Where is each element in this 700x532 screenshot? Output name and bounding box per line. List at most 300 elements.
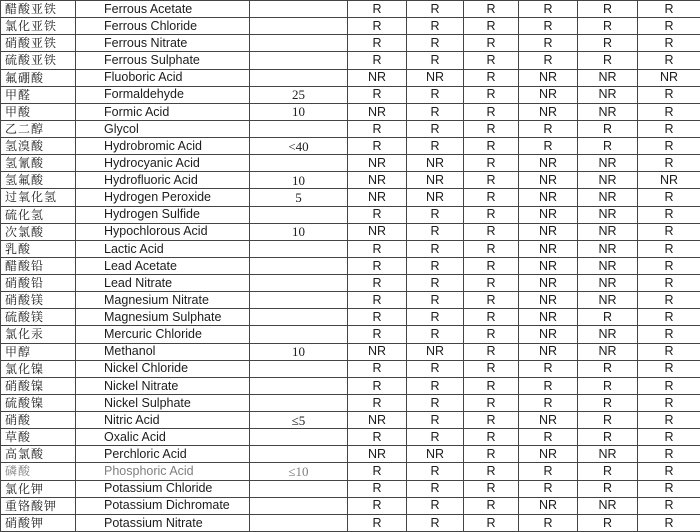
rating-cell-4: R bbox=[519, 377, 578, 394]
chemical-name-en: Magnesium Sulphate bbox=[76, 309, 250, 326]
rating-cell-2: R bbox=[407, 309, 464, 326]
chemical-name-en: Lead Acetate bbox=[76, 257, 250, 274]
rating-cell-2: R bbox=[407, 429, 464, 446]
rating-cell-6: R bbox=[638, 292, 700, 309]
table-row bbox=[1, 412, 700, 429]
chemical-name-cn: 硫化氢 bbox=[1, 206, 76, 223]
table-row bbox=[1, 172, 700, 189]
table-row bbox=[1, 120, 700, 137]
concentration-value bbox=[250, 514, 348, 531]
concentration-value bbox=[250, 52, 348, 69]
chemical-name-cn: 氢氰酸 bbox=[1, 155, 76, 172]
rating-cell-2: NR bbox=[407, 446, 464, 463]
rating-cell-4: R bbox=[519, 463, 578, 480]
rating-cell-5: NR bbox=[578, 326, 638, 343]
chemical-name-cn: 硝酸 bbox=[1, 412, 76, 429]
rating-cell-6: R bbox=[638, 377, 700, 394]
table-row bbox=[1, 1, 700, 18]
rating-cell-4: NR bbox=[519, 103, 578, 120]
concentration-value bbox=[250, 275, 348, 292]
rating-cell-4: NR bbox=[519, 446, 578, 463]
rating-cell-3: R bbox=[464, 223, 519, 240]
table-row bbox=[1, 360, 700, 377]
rating-cell-4: R bbox=[519, 429, 578, 446]
rating-cell-6: NR bbox=[638, 69, 700, 86]
rating-cell-3: R bbox=[464, 155, 519, 172]
chemical-name-cn: 硝酸铅 bbox=[1, 275, 76, 292]
chemical-name-cn: 甲醇 bbox=[1, 343, 76, 360]
concentration-value bbox=[250, 326, 348, 343]
rating-cell-5: R bbox=[578, 394, 638, 411]
rating-cell-1: NR bbox=[348, 172, 407, 189]
concentration-value bbox=[250, 206, 348, 223]
rating-cell-6: R bbox=[638, 463, 700, 480]
rating-cell-1: R bbox=[348, 480, 407, 497]
rating-cell-6: NR bbox=[638, 172, 700, 189]
rating-cell-6: R bbox=[638, 52, 700, 69]
rating-cell-5: R bbox=[578, 412, 638, 429]
table-row bbox=[1, 394, 700, 411]
chemical-name-en: Potassium Chloride bbox=[76, 480, 250, 497]
table-row bbox=[1, 309, 700, 326]
rating-cell-3: R bbox=[464, 394, 519, 411]
rating-cell-1: R bbox=[348, 514, 407, 531]
rating-cell-6: R bbox=[638, 257, 700, 274]
table-row bbox=[1, 223, 700, 240]
rating-cell-3: R bbox=[464, 1, 519, 18]
rating-cell-2: R bbox=[407, 120, 464, 137]
rating-cell-2: R bbox=[407, 86, 464, 103]
rating-cell-5: NR bbox=[578, 155, 638, 172]
rating-cell-6: R bbox=[638, 446, 700, 463]
rating-cell-2: R bbox=[407, 257, 464, 274]
rating-cell-5: R bbox=[578, 138, 638, 155]
table-row bbox=[1, 446, 700, 463]
rating-cell-3: R bbox=[464, 446, 519, 463]
table-row bbox=[1, 240, 700, 257]
rating-cell-1: R bbox=[348, 275, 407, 292]
rating-cell-5: R bbox=[578, 35, 638, 52]
rating-cell-4: NR bbox=[519, 309, 578, 326]
rating-cell-5: R bbox=[578, 309, 638, 326]
chemical-name-cn: 磷酸 bbox=[1, 463, 76, 480]
concentration-value: 10 bbox=[250, 103, 348, 120]
table-row bbox=[1, 103, 700, 120]
rating-cell-2: R bbox=[407, 394, 464, 411]
table-row bbox=[1, 155, 700, 172]
chemical-name-en: Fluoboric Acid bbox=[76, 69, 250, 86]
chemical-name-cn: 甲醛 bbox=[1, 86, 76, 103]
rating-cell-3: R bbox=[464, 86, 519, 103]
chemical-name-en: Hydrogen Sulfide bbox=[76, 206, 250, 223]
rating-cell-5: NR bbox=[578, 172, 638, 189]
rating-cell-2: R bbox=[407, 1, 464, 18]
rating-cell-2: R bbox=[407, 326, 464, 343]
table-row bbox=[1, 480, 700, 497]
rating-cell-1: R bbox=[348, 497, 407, 514]
rating-cell-4: R bbox=[519, 394, 578, 411]
chemical-name-en: Hydrocyanic Acid bbox=[76, 155, 250, 172]
rating-cell-3: R bbox=[464, 343, 519, 360]
rating-cell-3: R bbox=[464, 309, 519, 326]
table-row bbox=[1, 35, 700, 52]
rating-cell-5: R bbox=[578, 52, 638, 69]
rating-cell-4: NR bbox=[519, 326, 578, 343]
rating-cell-2: R bbox=[407, 412, 464, 429]
concentration-value: 10 bbox=[250, 172, 348, 189]
concentration-value bbox=[250, 497, 348, 514]
chemical-name-cn: 氯化亚铁 bbox=[1, 18, 76, 35]
chemical-name-en: Potassium Dichromate bbox=[76, 497, 250, 514]
concentration-value bbox=[250, 120, 348, 137]
rating-cell-4: NR bbox=[519, 292, 578, 309]
rating-cell-5: NR bbox=[578, 497, 638, 514]
chemical-name-en: Hydrofluoric Acid bbox=[76, 172, 250, 189]
rating-cell-6: R bbox=[638, 206, 700, 223]
chemical-name-en: Nickel Sulphate bbox=[76, 394, 250, 411]
rating-cell-2: R bbox=[407, 377, 464, 394]
rating-cell-1: NR bbox=[348, 343, 407, 360]
rating-cell-3: R bbox=[464, 429, 519, 446]
rating-cell-5: R bbox=[578, 18, 638, 35]
concentration-value bbox=[250, 377, 348, 394]
rating-cell-1: NR bbox=[348, 223, 407, 240]
table-row bbox=[1, 189, 700, 206]
rating-cell-2: R bbox=[407, 360, 464, 377]
table-row bbox=[1, 343, 700, 360]
rating-cell-4: R bbox=[519, 35, 578, 52]
rating-cell-3: R bbox=[464, 52, 519, 69]
concentration-value: <40 bbox=[250, 138, 348, 155]
rating-cell-2: NR bbox=[407, 172, 464, 189]
rating-cell-3: R bbox=[464, 240, 519, 257]
rating-cell-4: NR bbox=[519, 223, 578, 240]
rating-cell-1: NR bbox=[348, 155, 407, 172]
rating-cell-3: R bbox=[464, 257, 519, 274]
rating-cell-6: R bbox=[638, 497, 700, 514]
rating-cell-3: R bbox=[464, 463, 519, 480]
table-row bbox=[1, 429, 700, 446]
chemical-name-cn: 醋酸铅 bbox=[1, 257, 76, 274]
rating-cell-5: R bbox=[578, 1, 638, 18]
rating-cell-4: R bbox=[519, 52, 578, 69]
rating-cell-1: R bbox=[348, 292, 407, 309]
rating-cell-5: NR bbox=[578, 257, 638, 274]
rating-cell-1: NR bbox=[348, 103, 407, 120]
chemical-name-cn: 氢氟酸 bbox=[1, 172, 76, 189]
rating-cell-6: R bbox=[638, 394, 700, 411]
rating-cell-1: R bbox=[348, 35, 407, 52]
rating-cell-6: R bbox=[638, 223, 700, 240]
rating-cell-2: NR bbox=[407, 189, 464, 206]
rating-cell-1: R bbox=[348, 86, 407, 103]
rating-cell-5: R bbox=[578, 480, 638, 497]
rating-cell-4: NR bbox=[519, 69, 578, 86]
chemical-name-en: Oxalic Acid bbox=[76, 429, 250, 446]
rating-cell-1: NR bbox=[348, 412, 407, 429]
rating-cell-3: R bbox=[464, 120, 519, 137]
rating-cell-3: R bbox=[464, 514, 519, 531]
rating-cell-3: R bbox=[464, 377, 519, 394]
rating-cell-4: NR bbox=[519, 86, 578, 103]
rating-cell-6: R bbox=[638, 120, 700, 137]
chemical-name-en: Nickel Nitrate bbox=[76, 377, 250, 394]
rating-cell-5: NR bbox=[578, 69, 638, 86]
rating-cell-5: NR bbox=[578, 240, 638, 257]
chemical-name-en: Hypochlorous Acid bbox=[76, 223, 250, 240]
chemical-name-cn: 硝酸镍 bbox=[1, 377, 76, 394]
chemical-name-cn: 硝酸亚铁 bbox=[1, 35, 76, 52]
rating-cell-3: R bbox=[464, 206, 519, 223]
rating-cell-1: R bbox=[348, 18, 407, 35]
chemical-name-cn: 硫酸镁 bbox=[1, 309, 76, 326]
concentration-value bbox=[250, 155, 348, 172]
table-row bbox=[1, 257, 700, 274]
rating-cell-6: R bbox=[638, 326, 700, 343]
rating-cell-3: R bbox=[464, 35, 519, 52]
rating-cell-1: R bbox=[348, 429, 407, 446]
rating-cell-4: NR bbox=[519, 257, 578, 274]
chemical-name-cn: 乙二醇 bbox=[1, 120, 76, 137]
table-row bbox=[1, 86, 700, 103]
chemical-name-cn: 醋酸亚铁 bbox=[1, 1, 76, 18]
rating-cell-4: R bbox=[519, 1, 578, 18]
rating-cell-2: R bbox=[407, 497, 464, 514]
chemical-name-en: Nickel Chloride bbox=[76, 360, 250, 377]
concentration-value bbox=[250, 292, 348, 309]
concentration-value: 10 bbox=[250, 223, 348, 240]
rating-cell-5: NR bbox=[578, 292, 638, 309]
rating-cell-2: R bbox=[407, 463, 464, 480]
rating-cell-2: R bbox=[407, 292, 464, 309]
rating-cell-1: R bbox=[348, 120, 407, 137]
chemical-name-en: Nitric Acid bbox=[76, 412, 250, 429]
rating-cell-6: R bbox=[638, 155, 700, 172]
concentration-value bbox=[250, 69, 348, 86]
chemical-name-cn: 甲酸 bbox=[1, 103, 76, 120]
concentration-value bbox=[250, 429, 348, 446]
rating-cell-5: R bbox=[578, 514, 638, 531]
chemical-name-cn: 重铬酸钾 bbox=[1, 497, 76, 514]
rating-cell-4: NR bbox=[519, 189, 578, 206]
rating-cell-2: R bbox=[407, 103, 464, 120]
chemical-name-cn: 过氧化氢 bbox=[1, 189, 76, 206]
chemical-name-cn: 氯化钾 bbox=[1, 480, 76, 497]
table-row bbox=[1, 326, 700, 343]
chemical-name-cn: 氢溴酸 bbox=[1, 138, 76, 155]
chemical-name-en: Perchloric Acid bbox=[76, 446, 250, 463]
rating-cell-2: R bbox=[407, 52, 464, 69]
rating-cell-6: R bbox=[638, 412, 700, 429]
rating-cell-2: NR bbox=[407, 343, 464, 360]
rating-cell-6: R bbox=[638, 35, 700, 52]
table-row bbox=[1, 52, 700, 69]
rating-cell-6: R bbox=[638, 240, 700, 257]
rating-cell-1: NR bbox=[348, 69, 407, 86]
rating-cell-3: R bbox=[464, 360, 519, 377]
chemical-name-en: Phosphoric Acid bbox=[76, 463, 250, 480]
rating-cell-5: R bbox=[578, 463, 638, 480]
rating-cell-1: R bbox=[348, 463, 407, 480]
rating-cell-3: R bbox=[464, 497, 519, 514]
chemical-name-en: Hydrogen Peroxide bbox=[76, 189, 250, 206]
concentration-value: ≤10 bbox=[250, 463, 348, 480]
rating-cell-6: R bbox=[638, 18, 700, 35]
rating-cell-4: R bbox=[519, 138, 578, 155]
chemical-name-en: Potassium Nitrate bbox=[76, 514, 250, 531]
rating-cell-1: R bbox=[348, 377, 407, 394]
rating-cell-6: R bbox=[638, 103, 700, 120]
table-row bbox=[1, 497, 700, 514]
concentration-value: 10 bbox=[250, 343, 348, 360]
chemical-name-en: Lactic Acid bbox=[76, 240, 250, 257]
rating-cell-5: NR bbox=[578, 206, 638, 223]
rating-cell-2: R bbox=[407, 240, 464, 257]
rating-cell-3: R bbox=[464, 18, 519, 35]
chemical-name-en: Ferrous Chloride bbox=[76, 18, 250, 35]
chemical-name-en: Mercuric Chloride bbox=[76, 326, 250, 343]
rating-cell-6: R bbox=[638, 514, 700, 531]
rating-cell-4: R bbox=[519, 360, 578, 377]
rating-cell-2: R bbox=[407, 18, 464, 35]
concentration-value: ≤5 bbox=[250, 412, 348, 429]
rating-cell-5: NR bbox=[578, 189, 638, 206]
rating-cell-2: R bbox=[407, 480, 464, 497]
rating-cell-2: R bbox=[407, 138, 464, 155]
chemical-name-en: Glycol bbox=[76, 120, 250, 137]
table-row bbox=[1, 292, 700, 309]
rating-cell-1: R bbox=[348, 257, 407, 274]
chemical-name-cn: 乳酸 bbox=[1, 240, 76, 257]
rating-cell-4: NR bbox=[519, 172, 578, 189]
rating-cell-4: NR bbox=[519, 497, 578, 514]
rating-cell-4: NR bbox=[519, 240, 578, 257]
chemical-name-en: Ferrous Acetate bbox=[76, 1, 250, 18]
rating-cell-4: NR bbox=[519, 343, 578, 360]
rating-cell-6: R bbox=[638, 275, 700, 292]
concentration-value bbox=[250, 394, 348, 411]
table-row bbox=[1, 275, 700, 292]
rating-cell-3: R bbox=[464, 138, 519, 155]
rating-cell-4: R bbox=[519, 120, 578, 137]
rating-cell-5: NR bbox=[578, 223, 638, 240]
rating-cell-3: R bbox=[464, 326, 519, 343]
rating-cell-5: NR bbox=[578, 103, 638, 120]
rating-cell-6: R bbox=[638, 429, 700, 446]
rating-cell-4: R bbox=[519, 514, 578, 531]
chemical-name-cn: 氯化汞 bbox=[1, 326, 76, 343]
chemical-name-cn: 硝酸镁 bbox=[1, 292, 76, 309]
concentration-value bbox=[250, 446, 348, 463]
rating-cell-1: R bbox=[348, 206, 407, 223]
rating-cell-2: R bbox=[407, 275, 464, 292]
rating-cell-5: NR bbox=[578, 343, 638, 360]
table-row bbox=[1, 463, 700, 480]
rating-cell-3: R bbox=[464, 172, 519, 189]
rating-cell-2: R bbox=[407, 206, 464, 223]
rating-cell-4: R bbox=[519, 480, 578, 497]
rating-cell-2: NR bbox=[407, 155, 464, 172]
rating-cell-6: R bbox=[638, 343, 700, 360]
rating-cell-3: R bbox=[464, 103, 519, 120]
table-row bbox=[1, 69, 700, 86]
rating-cell-1: R bbox=[348, 240, 407, 257]
rating-cell-1: R bbox=[348, 360, 407, 377]
rating-cell-1: NR bbox=[348, 189, 407, 206]
rating-cell-1: R bbox=[348, 394, 407, 411]
chemical-name-cn: 硫酸亚铁 bbox=[1, 52, 76, 69]
concentration-value bbox=[250, 257, 348, 274]
rating-cell-2: R bbox=[407, 35, 464, 52]
chemical-name-cn: 草酸 bbox=[1, 429, 76, 446]
chemical-name-cn: 氯化镍 bbox=[1, 360, 76, 377]
rating-cell-5: R bbox=[578, 120, 638, 137]
rating-cell-1: NR bbox=[348, 446, 407, 463]
rating-cell-6: R bbox=[638, 309, 700, 326]
rating-cell-3: R bbox=[464, 275, 519, 292]
chemical-name-en: Formic Acid bbox=[76, 103, 250, 120]
chemical-name-cn: 高氯酸 bbox=[1, 446, 76, 463]
rating-cell-5: NR bbox=[578, 86, 638, 103]
rating-cell-4: NR bbox=[519, 275, 578, 292]
chemical-name-en: Ferrous Sulphate bbox=[76, 52, 250, 69]
table-row bbox=[1, 138, 700, 155]
table-row bbox=[1, 514, 700, 531]
rating-cell-4: NR bbox=[519, 412, 578, 429]
chemical-name-cn: 氟硼酸 bbox=[1, 69, 76, 86]
rating-cell-5: R bbox=[578, 377, 638, 394]
concentration-value bbox=[250, 1, 348, 18]
rating-cell-5: NR bbox=[578, 275, 638, 292]
rating-cell-1: R bbox=[348, 1, 407, 18]
rating-cell-1: R bbox=[348, 52, 407, 69]
concentration-value bbox=[250, 240, 348, 257]
concentration-value bbox=[250, 18, 348, 35]
rating-cell-3: R bbox=[464, 480, 519, 497]
rating-cell-4: NR bbox=[519, 155, 578, 172]
rating-cell-3: R bbox=[464, 189, 519, 206]
concentration-value: 25 bbox=[250, 86, 348, 103]
concentration-value bbox=[250, 309, 348, 326]
rating-cell-3: R bbox=[464, 69, 519, 86]
chemical-name-en: Formaldehyde bbox=[76, 86, 250, 103]
concentration-value bbox=[250, 360, 348, 377]
rating-cell-1: R bbox=[348, 326, 407, 343]
rating-cell-3: R bbox=[464, 292, 519, 309]
chemical-name-en: Methanol bbox=[76, 343, 250, 360]
rating-cell-6: R bbox=[638, 360, 700, 377]
rating-cell-6: R bbox=[638, 480, 700, 497]
rating-cell-4: NR bbox=[519, 206, 578, 223]
concentration-value bbox=[250, 35, 348, 52]
rating-cell-2: R bbox=[407, 223, 464, 240]
table-row bbox=[1, 18, 700, 35]
rating-cell-5: R bbox=[578, 429, 638, 446]
chemical-name-en: Magnesium Nitrate bbox=[76, 292, 250, 309]
chemical-name-en: Ferrous Nitrate bbox=[76, 35, 250, 52]
table-row bbox=[1, 377, 700, 394]
table-row bbox=[1, 206, 700, 223]
rating-cell-1: R bbox=[348, 138, 407, 155]
rating-cell-5: NR bbox=[578, 446, 638, 463]
chemical-name-cn: 硝酸钾 bbox=[1, 514, 76, 531]
rating-cell-6: R bbox=[638, 1, 700, 18]
rating-cell-4: R bbox=[519, 18, 578, 35]
chemical-name-cn: 次氯酸 bbox=[1, 223, 76, 240]
rating-cell-2: R bbox=[407, 514, 464, 531]
chemical-name-cn: 硫酸镍 bbox=[1, 394, 76, 411]
rating-cell-2: NR bbox=[407, 69, 464, 86]
